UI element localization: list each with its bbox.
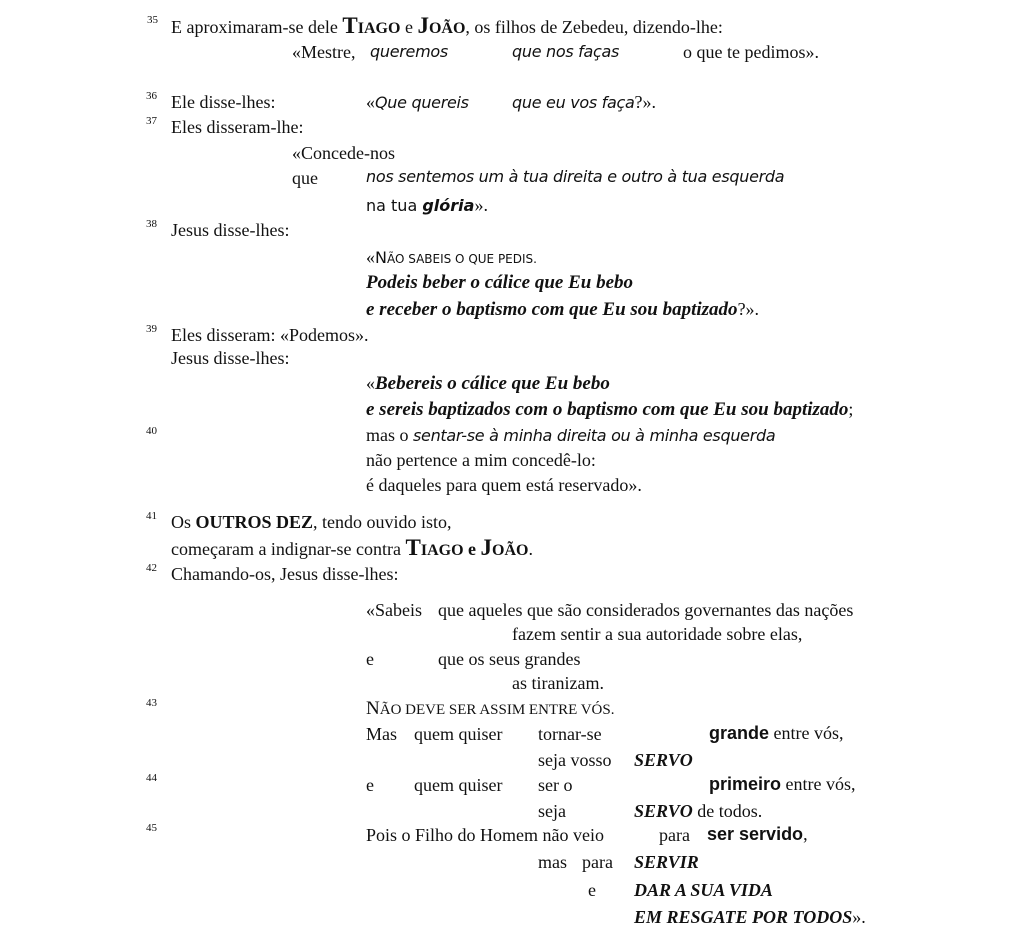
line [366,398,853,421]
line [366,246,537,270]
verse-number: 35 [147,14,158,26]
text: que [292,168,318,188]
jesus-question-2 [512,91,656,114]
line [366,424,775,447]
text: seja vosso [538,750,612,770]
text: Jesus disse-lhes: [171,348,290,368]
emphasis-servo: SERVO [634,750,693,770]
text: Chamando-os, Jesus disse-lhes: [171,564,399,584]
text: mas o [366,425,413,445]
text: quem quiser [414,775,503,795]
text: Ele disse-lhes: [171,92,276,112]
text: ?». [737,299,760,319]
name-joao: JOÃO [417,13,466,38]
text: fazem sentir a sua autoridade sobre elas, [512,624,803,644]
text: «Sabeis [366,600,422,620]
text: Eles disseram: «Podemos». [171,325,369,345]
name-tiago: TIAGO [405,535,464,560]
verse-number: 42 [146,562,157,574]
line [171,537,533,562]
smallcaps: N [375,248,387,267]
verse-number: 41 [146,510,157,522]
emphasis-primeiro: primeiro [709,774,782,794]
text: «Concede-nos [292,143,395,163]
line [366,298,759,321]
text: ; [848,399,854,419]
emphasis: e receber o baptismo com que Eu sou baptizado [366,299,738,320]
text: entre vós, [781,774,856,794]
text: para [582,852,613,872]
line [634,906,866,928]
emphasis-outros-dez: OUTROS DEZ [195,512,314,532]
text: Pois o Filho do Homem não veio [366,825,604,845]
verse-number: 40 [146,425,157,437]
text: Os [171,512,196,532]
line [366,194,488,217]
text: e [588,880,596,900]
text: . [528,539,533,559]
emphasis: sentar-se à minha direita ou à minha esquerda [413,426,776,445]
emphasis: nos sentemos um à tua direita e outro à tua esquerda [366,167,785,186]
smallcaps: ÃO SABEIS O QUE PEDIS. [386,252,537,266]
text: , tendo ouvido isto, [313,512,452,532]
emphasis-ser-servido: ser servido [707,824,804,844]
emphasis-servo: SERVO [634,801,693,821]
quote: « [366,247,375,267]
text: E aproximaram-se dele [171,17,343,37]
text: não pertence a mim concedê-lo: [366,450,596,470]
emphasis: Que quereis [375,93,469,112]
smallcaps: ÃO DEVE SER ASSIM ENTRE VÓS. [379,702,615,718]
smallcaps: N [366,698,380,719]
emphasis: e sereis baptizados com o baptismo com que Eu sou baptizado [366,399,849,420]
emphasis-resgate: EM RESGATE POR TODOS [634,907,853,927]
text: e [400,17,418,37]
verse-number: 37 [146,115,157,127]
text: tornar-se [538,724,602,744]
text: que os seus grandes [438,649,581,669]
text: mas [538,852,567,872]
text: «Mestre, [292,42,356,62]
text: quem quiser [414,724,503,744]
text: , os filhos de Zebedeu, dizendo-lhe: [465,17,723,37]
line [709,773,856,795]
text: as tiranizam. [512,673,604,693]
line [634,800,762,822]
verse-number: 45 [146,822,157,834]
text: Jesus disse-lhes: [171,220,290,240]
emphasis-dar-a-sua-vida: DAR A SUA VIDA [634,880,773,900]
text: ?». [634,92,657,112]
text: e [366,775,374,795]
text: é daqueles para quem está reservado». [366,475,642,495]
text: na tua [366,196,423,215]
emphasis-grande: grande [709,723,770,743]
emphasis-servir: SERVIR [634,852,699,872]
name-joao: JOÃO [480,535,529,560]
text: entre vós, [769,723,844,743]
emphasis: que eu vos faça [512,93,635,112]
name-tiago: TIAGO [342,13,401,38]
line [171,511,452,533]
emphasis: que nos faças [512,42,620,61]
verse-35-line-1 [171,15,723,40]
text: e [366,649,374,669]
quote: « [366,92,375,112]
emphasis: Podeis beber o cálice que Eu bebo [366,272,634,293]
text: e [463,539,481,559]
line [366,697,614,721]
text: ». [474,195,488,215]
text: Eles disseram-lhe: [171,117,304,137]
verse-number: 36 [146,90,157,102]
text: , [803,824,808,844]
jesus-question [366,91,469,114]
text: o que te pedimos». [683,42,819,62]
emphasis: queremos [370,42,448,61]
verse-number: 43 [146,697,157,709]
text: ». [852,907,866,927]
text: que aqueles que são considerados governantes das nações [438,600,854,620]
line [366,372,610,395]
text: ser o [538,775,573,795]
line [707,823,808,845]
text: para [659,825,690,845]
verse-number: 39 [146,323,157,335]
text: Mas [366,724,397,744]
text: de todos. [692,801,763,821]
text: seja [538,801,566,821]
text: começaram a indignar-se contra [171,539,406,559]
verse-number: 44 [146,772,157,784]
quote: « [366,373,375,393]
emphasis: Bebereis o cálice que Eu bebo [375,373,610,394]
emphasis-glory: glória [422,196,475,215]
line [709,722,844,744]
verse-number: 38 [146,218,157,230]
